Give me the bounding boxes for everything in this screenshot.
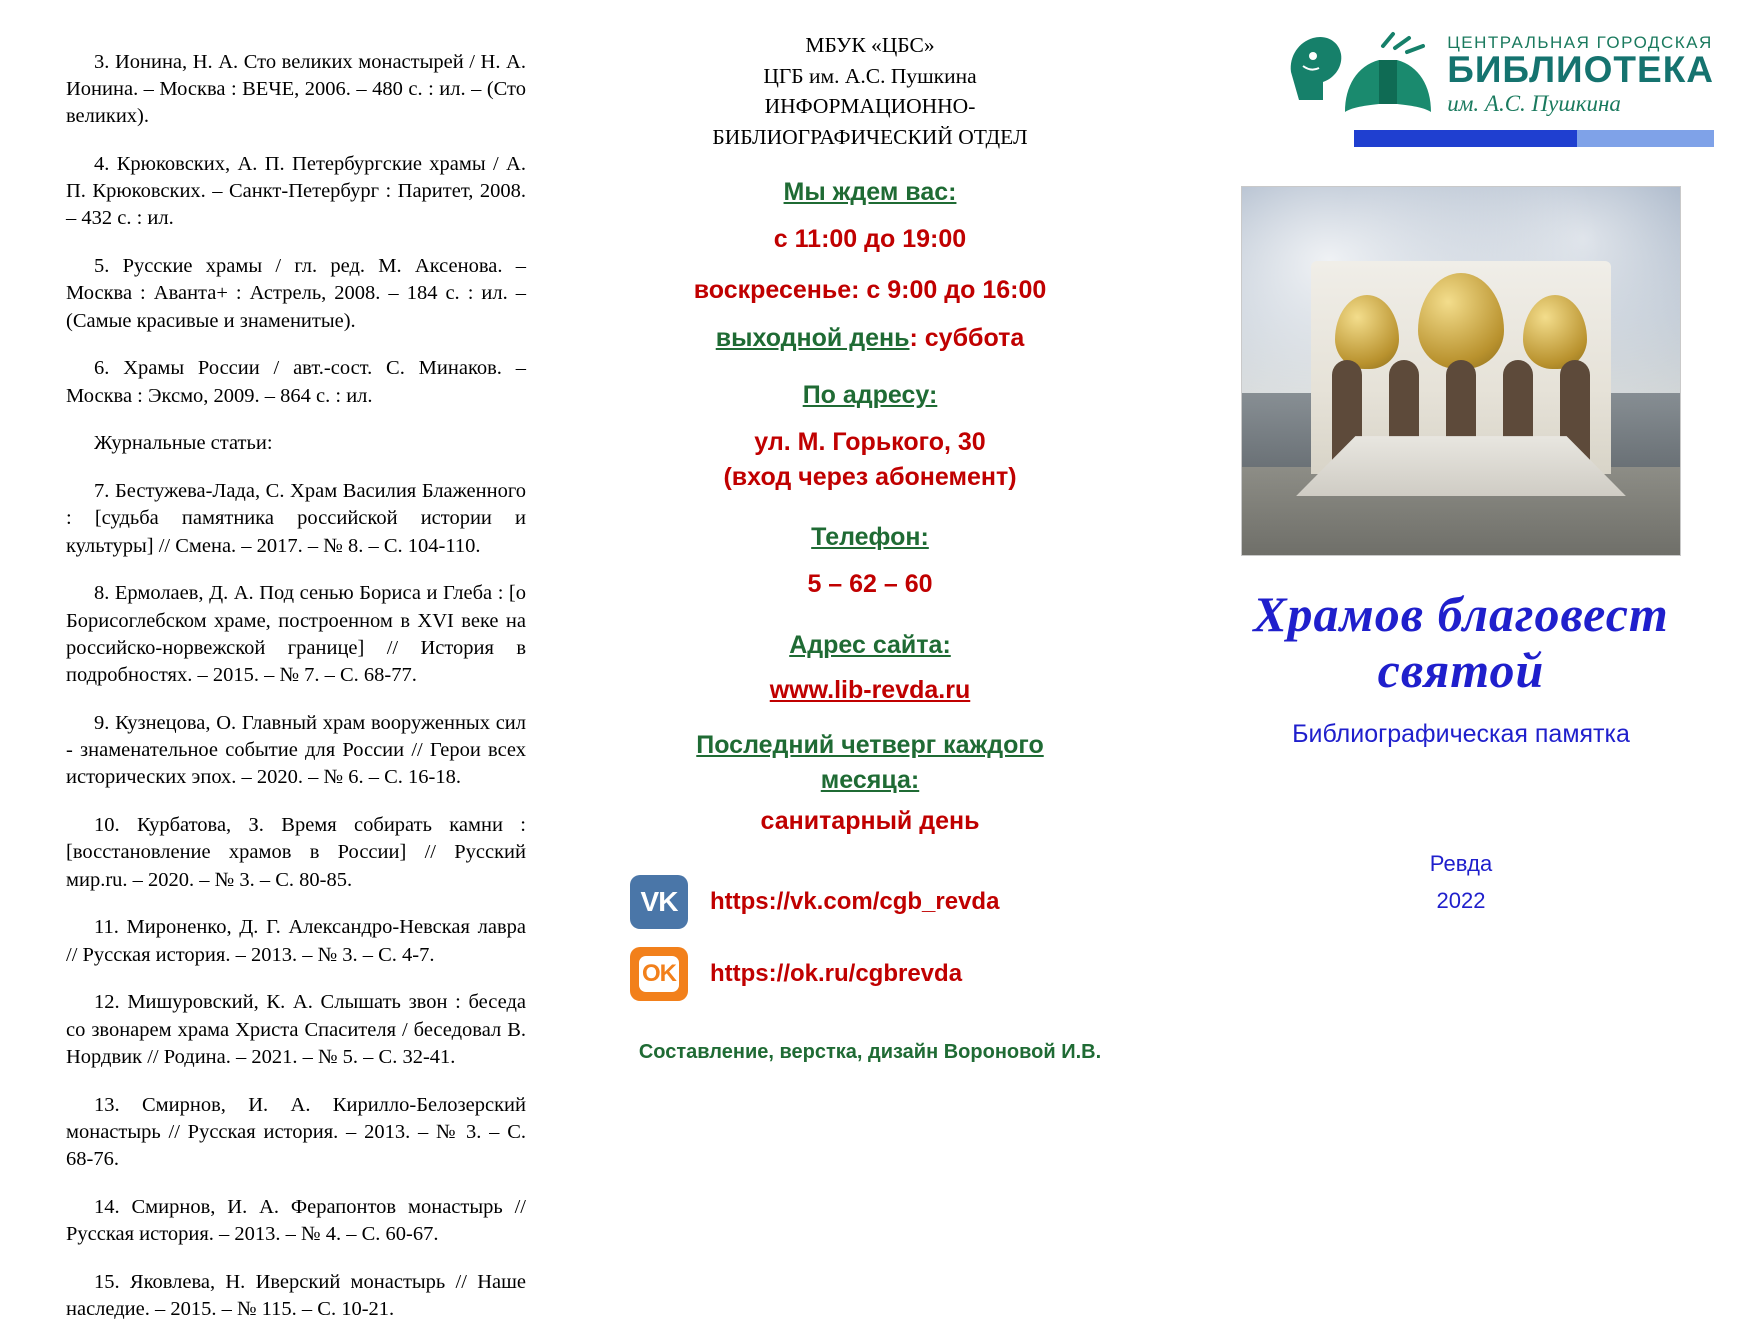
bibliography-column (0, 0, 560, 1320)
section-heading-journal-articles: Журнальные статьи: (94, 432, 273, 455)
vk-link[interactable]: https://vk.com/cgb_revda (710, 888, 1000, 916)
page-subtitle: Библиографическая памятка (1292, 720, 1630, 748)
reference-item: 5. Русские храмы / гл. ред. М. Аксенова. – Москва : Аванта+ : Астрель, 2008. – 184 с. : ил. – (Самые красивые и знаменитые). (66, 255, 526, 332)
logo-underline-bar (1354, 130, 1714, 147)
org-line: ИНФОРМАЦИОННО- (764, 94, 976, 119)
address-line-2: (вход через абонемент) (723, 462, 1017, 491)
address-heading: По адресу: (802, 381, 938, 410)
title-line-2: святой (1377, 642, 1545, 698)
year: 2022 (1436, 888, 1486, 914)
social-row-vk[interactable] (630, 875, 1154, 929)
cover-column (1180, 0, 1754, 1240)
article-item: 11. Мироненко, Д. Г. Александро-Невская лавра // Русская история. – 2013. – № 3. – С. 4-7. (66, 916, 526, 966)
sanitary-day-heading-2: месяца: (820, 765, 920, 794)
reference-item: 4. Крюковских, А. П. Петербургские храмы / А. П. Крюковских. – Санкт-Петербург : Паритет, 2008. – 432 с. : ил. (66, 152, 526, 230)
opening-hours-heading: Мы ждем вас: (783, 178, 957, 207)
city-name: Ревда (1429, 851, 1493, 876)
logo-line-1: ЦЕНТРАЛЬНАЯ ГОРОДСКАЯ (1447, 33, 1713, 52)
article-item: 9. Кузнецова, О. Главный храм вооруженных сил - знаменательное событие для России // Герои всех исторических эпох. – 2020. – № 6. – С. 16-18. (66, 711, 526, 789)
org-line: БИБЛИОГРАФИЧЕСКИЙ ОТДЕЛ (712, 124, 1028, 149)
article-item: 7. Бестужева-Лада, С. Храм Василия Блаженного : [судьба памятника российской истории и культуры] // Смена. – 2017. – № 8. – С. 104-110. (66, 480, 526, 557)
ok-badge-text: OK (639, 956, 679, 992)
library-logo (1208, 26, 1714, 122)
day-off-line (586, 324, 1154, 353)
article-item: 12. Мишуровский, К. А. Слышать звон : беседа со звонарем храма Христа Спасителя / беседовал В. Нордвик // Родина. – 2021. – № 5. – С. 32-41. (66, 991, 526, 1068)
logo-line-2: БИБЛИОТЕКА (1447, 49, 1714, 90)
reference-item: 6. Храмы России / авт.-сост. С. Минаков. – Москва : Эксмо, 2009. – 864 с. : ил. (66, 357, 526, 407)
phone-heading: Телефон: (811, 523, 929, 552)
org-line: МБУК «ЦБС» (805, 33, 935, 57)
phone-value: 5 – 62 – 60 (807, 570, 933, 599)
page-title (1208, 586, 1714, 698)
vk-badge-text: VK (640, 886, 678, 918)
article-item: 13. Смирнов, И. А. Кирилло-Белозерский монастырь // Русская история. – 2013. – № 3. – С. 68-76. (66, 1093, 526, 1170)
title-line-1: Храмов благовест (1253, 586, 1669, 642)
sanitary-day-value: санитарный день (760, 806, 980, 835)
article-item: 15. Яковлева, Н. Иверский монастырь // Наше наследие. – 2015. – № 115. – С. 10-21. (66, 1270, 526, 1320)
opening-hours-weekday: с 11:00 до 19:00 (773, 225, 967, 254)
day-off-label: выходной день (715, 324, 910, 353)
org-line: ЦГБ им. А.С. Пушкина (763, 63, 977, 88)
imprint-block (1208, 845, 1714, 920)
logo-line-3: им. А.С. Пушкина (1447, 90, 1621, 116)
credits-line: Составление, верстка, дизайн Вороновой И.В. (638, 1041, 1102, 1064)
website-heading: Адрес сайта: (789, 630, 951, 659)
opening-hours-sunday: воскресенье: с 9:00 до 16:00 (693, 275, 1047, 304)
sanitary-day-heading-1: Последний четверг каждого (696, 730, 1044, 759)
article-item: 8. Ермолаев, Д. А. Под сенью Бориса и Глеба : [о Борисоглебском храме, построенном в XVI веке на российско-норвежской границе] // История в подробностях. – 2015. – № 7. – С. 68-77. (66, 582, 526, 686)
ok-icon (630, 947, 688, 1001)
contact-column (560, 0, 1180, 1240)
social-row-ok[interactable] (630, 947, 1154, 1001)
vk-icon (630, 875, 688, 929)
ok-link[interactable]: https://ok.ru/cgbrevda (710, 960, 963, 988)
logo-text-block (1447, 26, 1714, 115)
article-item: 14. Смирнов, И. А. Ферапонтов монастырь // Русская история. – 2013. – № 4. – С. 60-67. (66, 1195, 526, 1245)
website-link[interactable]: www.lib-revda.ru (769, 675, 971, 704)
address-line-1: ул. М. Горького, 30 (754, 428, 986, 457)
organization-block (586, 30, 1154, 152)
church-photo (1241, 186, 1681, 556)
book-and-profile-logo-icon (1283, 26, 1433, 122)
reference-item: 3. Ионина, Н. А. Сто великих монастырей / Н. А. Ионина. – Москва : ВЕЧЕ, 2006. – 480 с. : ил. – (Сто великих). (66, 50, 526, 127)
article-item: 10. Курбатова, З. Время собирать камни : [восстановление храмов в России] // Русский мир.ru. – 2020. – № 3. – С. 80-85. (66, 814, 526, 891)
day-off-value: : суббота (909, 324, 1025, 353)
